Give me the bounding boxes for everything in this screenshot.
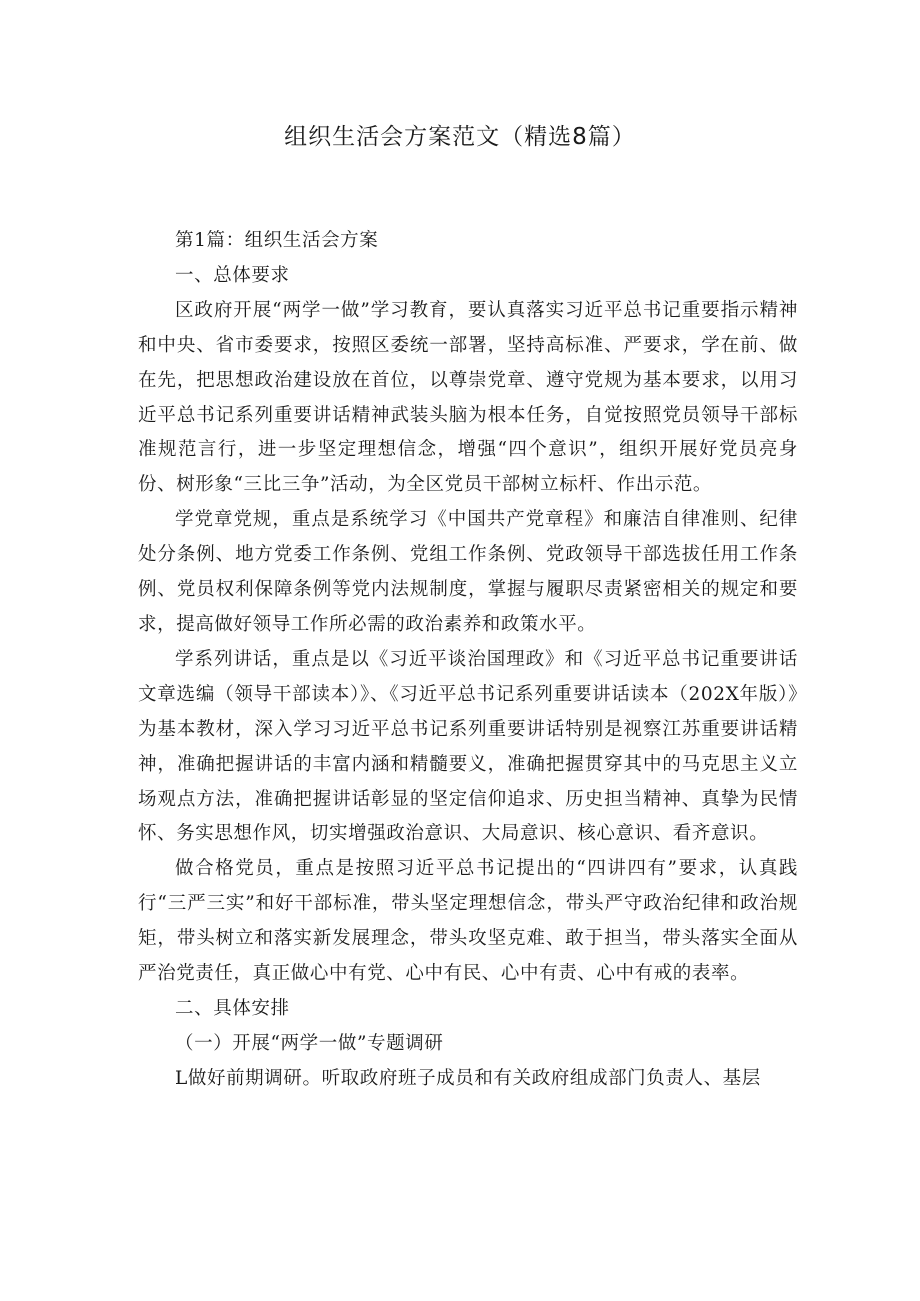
section-heading: 一、总体要求 (175, 264, 290, 286)
body-paragraph: 区政府开展“两学一做”学习教育，要认真落实习近平总书记重要指示精神和中央、省市委要求，按照区委统一部署，坚持高标准、严要求，学在前、做在先，把思想政治建设放在首位，以尊崇党章、遵守党规为基本要求，以用习近平总书记系列重要讲话精神武装头脑为根本任务，自觉按照党员领导干部标准规范言行，进一步坚定理想信念，增强“四个意识”，组织开展好党员亮身份、树形象“三比三争”活动，为全区党员干部树立标杆、作出示范。 (138, 299, 798, 496)
body-paragraph: 做合格党员，重点是按照习近平总书记提出的“四讲四有”要求，认真践行“三严三实”和好干部标准，带头坚定理想信念，带头严守政治纪律和政治规矩，带头树立和落实新发展理念，带头攻坚克难、敢于担当，带头落实全面从严治党责任，真正做心中有党、心中有民、心中有责、心中有戒的表率。 (138, 858, 798, 985)
chapter-heading: 第1篇：组织生活会方案 (175, 230, 379, 251)
body-paragraph: L做好前期调研。听取政府班子成员和有关政府组成部门负责人、基层 (175, 1067, 761, 1089)
section-heading: 二、具体安排 (175, 997, 290, 1019)
body-paragraph: 学党章党规，重点是系统学习《中国共产党章程》和廉洁自律准则、纪律处分条例、地方党委工作条例、党组工作条例、党政领导干部选拔任用工作条例、党员权利保障条例等党内法规制度，掌握与履职尽责紧密相关的规定和要求，提高做好领导工作所必需的政治素养和政策水平。 (138, 509, 798, 635)
subsection-heading: （一）开展“两学一做”专题调研 (175, 1032, 444, 1054)
document-body (138, 224, 798, 1097)
document-title: 组织生活会方案范文（精选8篇） (284, 124, 636, 150)
body-paragraph: 学系列讲话，重点是以《习近平谈治国理政》和《习近平总书记重要讲话文章选编（领导干部读本）》、《习近平总书记系列重要讲话读本（202X年版）》为基本教材，深入学习习近平总书记系列重要讲话特别是视察江苏重要讲话精神，准确把握讲话的丰富内涵和精髓要义，准确把握贯穿其中的马克思主义立场观点方法，准确把握讲话彰显的坚定信仰追求、历史担当精神、真挚为民情怀、务实思想作风，切实增强政治意识、大局意识、核心意识、看齐意识。 (138, 648, 798, 845)
